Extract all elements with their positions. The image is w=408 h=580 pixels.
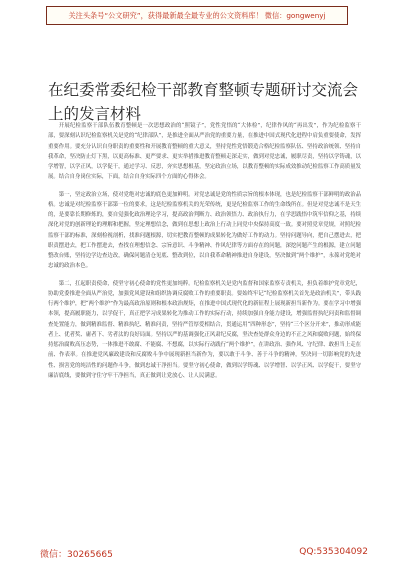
footer-qq: QQ:535304092 — [299, 547, 368, 557]
paragraph-first-point: 第一，坚定政治立场，使对党绝对忠诚的底色更加鲜明。对党忠诚是党的性质宗旨的根本体现，也是纪检监察干部鲜明的政治品格。忠诚是对纪检监察干部第一位的要求，这是纪检监察机关的光荣传统，更是纪检监察工作的生命线所在。但是对党忠诚不是天生的，是要靠长期修炼的，要自觉强化政治理论学习，提高政治判断力、政治领悟力、政治执行力，在学思践悟中筑牢信仰之基，持续深化对党的创新理论的理解和把握，坚定理想信念，做到在思想上政治上行动上同党中央保持高度一致。要对照党章党规，对照纪检监察干部的标准，深刻检视剖析，找准问题根源，切实把教育整顿的成果转化为做好工作的动力。坚持问题导向，把自己摆进去，把职责摆进去，把工作摆进去，查找在理想信念、宗旨意识、斗争精神、作风纪律等方面存在的问题，深挖问题产生的根源，建立问题整改台账，坚持边学边查边改，确保问题清仓见底、整改到位，以自我革命精神推进自身建设，坚决做到“两个维护”，永葆对党绝对忠诚的政治本色。 — [48, 191, 361, 270]
footer-wechat: 微信：30265665 — [40, 550, 113, 560]
paragraph-second-point: 第二，扛起职责使命，使坚守初心使命的党性更加纯粹。纪检监察机关是党内监督和国家监察专责机关，担负着维护党章党纪，协助党委推进全面从严治党，加强党风建设和组织协调反腐败工作的重要职责。要始终牢记“纪检监察机关首先是政治机关”，带头践行两个维护，把“两个维护”作为最高政治原则和根本政治规矩，在推进中国式现代化的新征程上展现新担当新作为。要在学习中增强本领，提高履职能力，以学促干，真正把学习成果转化为推动工作的实际行动，持续加强自身能力建设，增强监督执纪问责和监督调查处置能力，做到精准监督、精准执纪、精准问责，坚持严管厚爱相结合，贯通运用“四种形态”，坚持“三个区分开来”，推动形成能者上、优者奖、庸者下、劣者汰的良好局面。坚持以严的基调强化正风肃纪反腐，坚决查处群众身边的不正之风和腐败问题，始终保持惩治腐败高压态势，一体推进不敢腐、不能腐、不想腐，以实际行动践行“两个维护”，在讲政治、强作风、守纪律、敢担当上走在前、作表率。在推进党风廉政建设和反腐败斗争中展现新担当新作为，要以敢于斗争、善于斗争的精神，坚决同一切影响党的先进性、损害党的纯洁性的问题作斗争，做到忠诚干净担当。要坚守初心使命，做到以学铸魂、以学增智、以学正风、以学促干，要坚守廉洁底线，要做到守住守牢干净担当，真正做到让党放心、让人民满意。 — [48, 280, 361, 379]
paragraph-intro: 开展纪检监察干部队伍教育整顿是一次思想政治的“照镜子”，党性党悟的“大体检”，纪律作风的“再出发”，作为纪检监察干部，要深刻认识纪检监察机关是党的“纪律部队”，是推进全面从严治党的重要力量，在推进中国式现代化进程中肩负重要使命，发挥重要作用。要充分认识自身职责的重要性和开展教育整顿的重大意义，坚持党性党悟锻造合格纪检监察队伍、坚持政治统领、坚持自我革命，坚决防止灯下黑，以更高标准、更严要求、更实举措推进教育整顿走深走实，做到对党忠诚，履职尽责，坚持以学铸魂，以学增智，以学正风，以学促干，通过学习、反思，夯实思想根基，坚定政治立场，以教育整顿的实际成效推动纪检监察工作高质量发展。结合自身岗位实际，下面，结合自身实际四个方面的心得体会。 — [48, 123, 361, 181]
document-body — [48, 121, 361, 381]
promo-banner — [46, 6, 348, 25]
banner-wechat: 微信：gongwenyj — [264, 10, 326, 20]
banner-text: 关注头条号“公文研究”，获得最新最全最专业的公文资料库！ — [68, 10, 263, 20]
contact-footer — [40, 547, 368, 560]
document-title: 在纪委常委纪检干部教育整顿专题研讨交流会上的发言材料 — [48, 81, 359, 124]
